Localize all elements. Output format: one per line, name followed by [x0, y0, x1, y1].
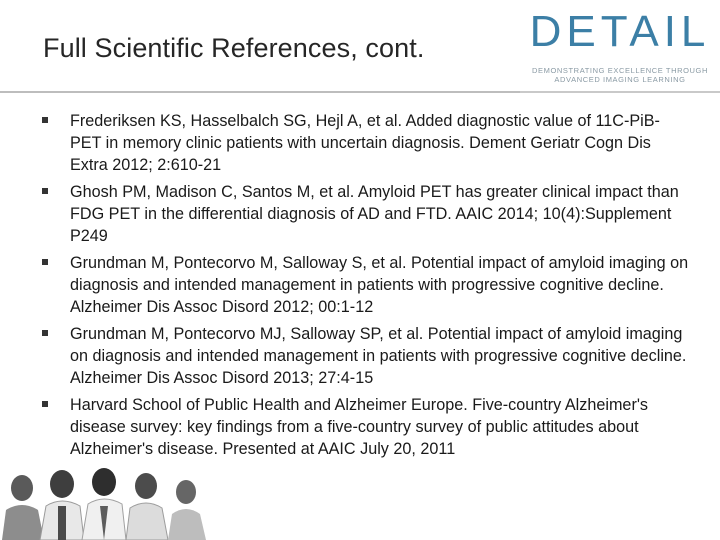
reference-text: Harvard School of Public Health and Alzheimer Europe. Five-country Alzheimer's disease survey: key findings from a five-country survey of public attitudes about Alzheimer's disease. Presented at AAIC July 20, 2011: [70, 396, 649, 458]
reference-item: [40, 323, 690, 389]
detail-logo: [527, 8, 713, 92]
reference-item: [40, 394, 690, 460]
square-bullet-icon: [42, 259, 48, 265]
reference-text: Ghosh PM, Madison C, Santos M, et al. Amyloid PET has greater clinical impact than FDG PET in the differential diagnosis of AD and FTD. AAIC 2014; 10(4):Supplement P249: [70, 183, 679, 245]
square-bullet-icon: [42, 401, 48, 407]
square-bullet-icon: [42, 188, 48, 194]
logo-wordmark: DETAIL: [529, 7, 711, 56]
reference-text: Grundman M, Pontecorvo M, Salloway S, et al. Potential impact of amyloid imaging on diagnosis and intended management in patients with progressive cognitive decline. Alzheimer Dis Assoc Disord 2012; 00:1-12: [70, 254, 689, 316]
reference-item: [40, 181, 690, 247]
reference-item: [40, 110, 690, 176]
logo-tagline-line2: ADVANCED IMAGING LEARNING: [554, 75, 686, 84]
header-divider-accent: [0, 91, 520, 93]
slide-title: Full Scientific References, cont.: [43, 33, 425, 63]
reference-text: Frederiksen KS, Hasselbalch SG, Hejl A, et al. Added diagnostic value of 11C-PiB-PET in memory clinic patients with uncertain diagnosis. Dement Geriatr Cogn Dis Extra 2012; 2:610-21: [70, 112, 660, 174]
square-bullet-icon: [42, 330, 48, 336]
reference-list: [40, 110, 690, 465]
reference-text: Grundman M, Pontecorvo MJ, Salloway SP, et al. Potential impact of amyloid imaging on diagnosis and intended management in patients with progressive cognitive decline. Alzheimer Dis Assoc Disord 2013; 27:4-15: [70, 325, 687, 387]
square-bullet-icon: [42, 117, 48, 123]
doctors-photo-image: [0, 466, 210, 540]
reference-item: [40, 252, 690, 318]
logo-tagline-line1: DEMONSTRATING EXCELLENCE THROUGH: [531, 66, 709, 75]
